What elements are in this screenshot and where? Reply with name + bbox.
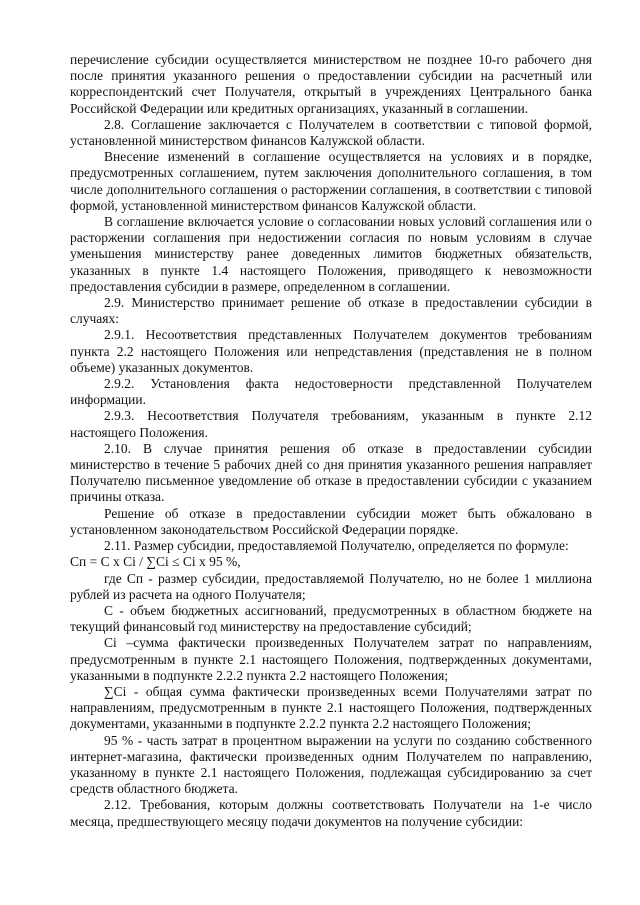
paragraph-2-9: 2.9. Министерство принимает решение об отказе в предоставлении субсидии в случаях:: [70, 295, 592, 327]
paragraph-def-c: С - объем бюджетных ассигнований, предусмотренных в областном бюджете на текущий финансовый год министерству на предоставление субсидий;: [70, 602, 592, 635]
paragraph-2-9-2: 2.9.2. Установления факта недостоверности представленной Получателем информации.: [70, 376, 592, 408]
paragraph-def-ci: Ci –сумма фактически произведенных Получателем затрат по направлениям, предусмотренным в пункте 2.1 настоящего Положения, подтвержденных документами, указанными в подпункте 2.2.2 пункта 2.2 настоящего Положения;: [70, 635, 592, 683]
paragraph-2-11: 2.11. Размер субсидии, предоставляемой Получателю, определяется по формуле:: [104, 538, 569, 554]
paragraph-new-conditions: В соглашение включается условие о согласовании новых условий соглашения или о расторжении соглашения при недостижении согласия по новым условиям в случае уменьшения министерству ранее доведенных лимитов бюджетных обязательств, указанных в пункте 1.4 настоящего Положения, приводящего к невозможности предоставления субсидии в размере, определенном в соглашении.: [70, 214, 592, 294]
paragraph-def-sum-ci: ∑Ci - общая сумма фактически произведенных всеми Получателями затрат по направлениям, предусмотренным в пункте 2.1 настоящего Положения, подтвержденных документами, указанными в подпункте 2.2.2 пункта 2.2 настоящего Положения;: [70, 683, 592, 732]
paragraph-2-8: 2.8. Соглашение заключается с Получателем в соответствии с типовой формой, установленной министерством финансов Калужской области.: [70, 116, 592, 149]
document-body: [70, 52, 592, 830]
paragraph-2-9-1: 2.9.1. Несоответствия представленных Получателем документов требованиям пункта 2.2 настоящего Положения или непредставления (представления не в полном объеме) указанных документов.: [70, 327, 592, 375]
paragraph-appeal: Решение об отказе в предоставлении субсидии может быть обжаловано в установленном законодательством Российской Федерации порядке.: [70, 505, 592, 537]
paragraph-2-10: 2.10. В случае принятия решения об отказе в предоставлении субсидии министерство в течение 5 рабочих дней со дня принятия указанного решения направляет Получателю письменное уведомление об отказе в предоставлении субсидии с указанием причины отказа.: [70, 440, 592, 505]
paragraph-def-sp: где Сп - размер субсидии, предоставляемой Получателю, но не более 1 миллиона рублей из расчета на одного Получателя;: [70, 570, 592, 602]
paragraph-2-12: 2.12. Требования, которым должны соответствовать Получатели на 1-е число месяца, предшествующего месяцу подачи документов на получение субсидии:: [70, 797, 592, 829]
paragraph-continuation: перечисление субсидии осуществляется министерством не позднее 10-го рабочего дня после принятия указанного решения о предоставлении субсидии на расчетный или корреспондентский счет Получателя, открытый в учреждениях Центрального банка Российской Федерации или кредитных организациях, указанный в соглашении.: [70, 52, 592, 116]
paragraph-2-9-3: 2.9.3. Несоответствия Получателя требованиям, указанным в пункте 2.12 настоящего Положения.: [70, 408, 592, 440]
subsidy-formula: Сп = С х Ci / ∑Ci ≤ Ci х 95 %,: [70, 554, 241, 570]
paragraph-amendments: Внесение изменений в соглашение осуществляется на условиях и в порядке, предусмотренных соглашением, путем заключения дополнительного соглашения, в том числе дополнительного соглашения о расторжении соглашения, в соответствии с типовой формой, установленной министерством финансов Калужской области.: [70, 149, 592, 213]
paragraph-def-95: 95 % - часть затрат в процентном выражении на услуги по созданию собственного интернет-магазина, фактически произведенных одним Получателем по направлению, указанному в пункте 2.1 настоящего Положения, подлежащая субсидированию за счет средств областного бюджета.: [70, 732, 592, 797]
